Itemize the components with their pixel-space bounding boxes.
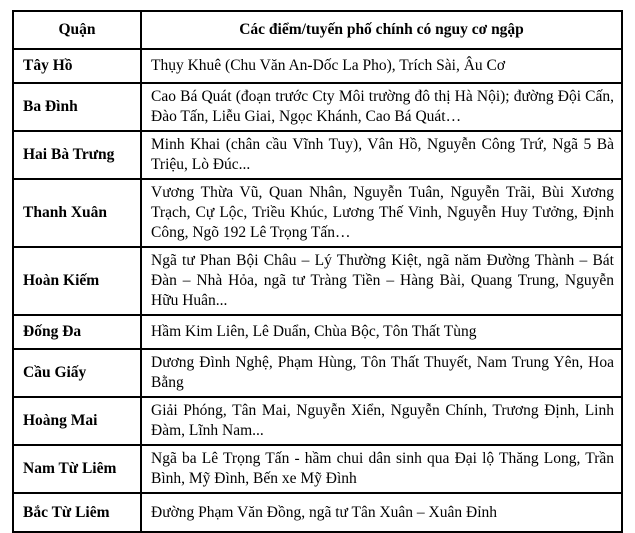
district-cell: Đống Đa: [13, 315, 141, 349]
locations-cell: Giải Phóng, Tân Mai, Nguyễn Xiển, Nguyễn Chính, Trương Định, Linh Đàm, Lĩnh Nam...: [141, 397, 622, 445]
locations-cell: Cao Bá Quát (đoạn trước Cty Môi trường đô thị Hà Nội); đường Đội Cấn, Đào Tấn, Liễu Giai, Ngọc Khánh, Cao Bá Quát…: [141, 83, 622, 131]
table-row: [13, 315, 622, 349]
table-row: [13, 247, 622, 315]
district-cell: Bắc Từ Liêm: [13, 493, 141, 532]
district-cell: Thanh Xuân: [13, 179, 141, 247]
table-row: [13, 49, 622, 83]
flood-risk-table: [12, 10, 623, 533]
table-row: [13, 349, 622, 397]
locations-cell: Hầm Kim Liên, Lê Duẩn, Chùa Bộc, Tôn Thất Tùng: [141, 315, 622, 349]
district-cell: Tây Hồ: [13, 49, 141, 83]
locations-cell: Đường Phạm Văn Đồng, ngã tư Tân Xuân – Xuân Đỉnh: [141, 493, 622, 532]
district-cell: Cầu Giấy: [13, 349, 141, 397]
table-row: [13, 397, 622, 445]
header-district: Quận: [13, 11, 141, 49]
district-cell: Hoàn Kiếm: [13, 247, 141, 315]
locations-cell: Minh Khai (chân cầu Vĩnh Tuy), Vân Hồ, Nguyễn Công Trứ, Ngã 5 Bà Triệu, Lò Đúc...: [141, 131, 622, 179]
district-cell: Ba Đình: [13, 83, 141, 131]
locations-cell: Vương Thừa Vũ, Quan Nhân, Nguyễn Tuân, Nguyễn Trãi, Bùi Xương Trạch, Cự Lộc, Triều Khúc, Lương Thế Vinh, Nguyễn Huy Tưởng, Định Công, Ngõ 192 Lê Trọng Tấn…: [141, 179, 622, 247]
table-row: [13, 131, 622, 179]
locations-cell: Thụy Khuê (Chu Văn An-Dốc La Pho), Trích Sài, Âu Cơ: [141, 49, 622, 83]
table-header-row: [13, 11, 622, 49]
table-row: [13, 445, 622, 493]
table-row: [13, 493, 622, 532]
district-cell: Nam Từ Liêm: [13, 445, 141, 493]
table-row: [13, 179, 622, 247]
locations-cell: Ngã tư Phan Bội Châu – Lý Thường Kiệt, ngã năm Đường Thành – Bát Đàn – Nhà Hỏa, ngã tư Tràng Tiền – Hàng Bài, Quang Trung, Nguyễn Hữu Huân...: [141, 247, 622, 315]
locations-cell: Dương Đình Nghệ, Phạm Hùng, Tôn Thất Thuyết, Nam Trung Yên, Hoa Bằng: [141, 349, 622, 397]
district-cell: Hai Bà Trưng: [13, 131, 141, 179]
locations-cell: Ngã ba Lê Trọng Tấn - hầm chui dân sinh qua Đại lộ Thăng Long, Trần Bình, Mỹ Đình, Bến xe Mỹ Đình: [141, 445, 622, 493]
district-cell: Hoàng Mai: [13, 397, 141, 445]
table-row: [13, 83, 622, 131]
header-locations: Các điểm/tuyến phố chính có nguy cơ ngập: [141, 11, 622, 49]
